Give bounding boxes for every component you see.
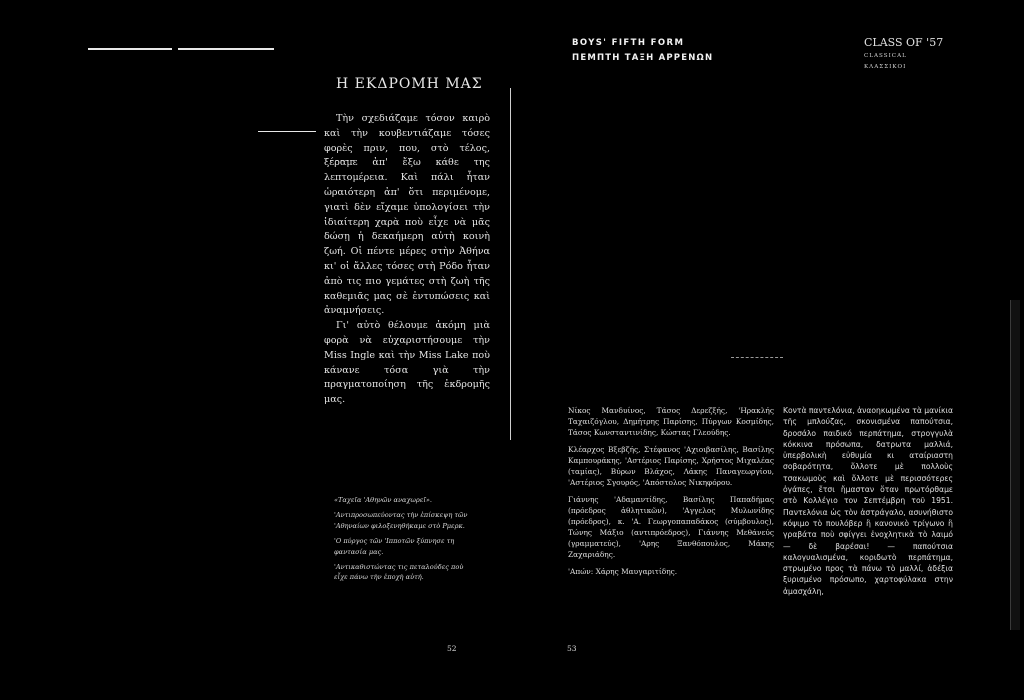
class-sublabel: CLASSICAL (864, 53, 907, 59)
names-paragraph: Γιάννης 'Αδαμαντίδης, Βασίλης Παπαδήμας (πρόεδρος ἀθλητικῶν), 'Αγγελος Μυλωνίδης (πρόεδρος), κ. 'Α. Γεωργοπαπαδάκος (σύμβουλος), Τώνης Μάξιο (αντιπρόεδρος), Γιάννης Μεθάνεύς (γραμματεύς), 'Αρης Ξανθόπουλος, Μάκης Ζαχαριάδης. (568, 495, 774, 559)
names-paragraph: Κλέαρχος Βξεβζής, Στέφανος 'Αχιοιβασίλης, Βασίλης Καμπουράκης, 'Αστέριος Παρίσης, Χρήστος Μιχαλέας (ταμίας), Βύρων Βλάχος, Λάκης Παναγεωργίου, 'Αστέριος Σγουρός, 'Απόστολος Νικηφόρου. (568, 445, 774, 487)
decorative-rule (178, 48, 274, 50)
student-names (568, 405, 774, 583)
caption: «Ταχεῖα 'Αθηνῶν αναχωρεῖ». (334, 496, 432, 504)
description-text: Κοντὰ παντελόνια, ἀναοηκωμένα τὰ μανίκια τῆς μπλούζας, σκονισμένα παπούτσια, δροσάλο παιδικό περπάτημα, στρογγυλὰ κόκκινα πρόσωπα, δατρωτα μαλλιά, ὑπερβολικὴ εὐθυμία κι αταίριαστη σοβαρότητα, ὅλλοτε μὲ πολλοὺς τσακωμοὺς καὶ ὅλλοτε μὲ περισσότερες ὀγάπες, ἔτσι ἤμασταν ὅταν πρωτόρθαμε στὸ Κολλέγιο τον Σεπτέμβρη τοῦ 1951. Παντελόνια ὡς τὸν ἀστράγαλο, ασυνήθιστο κόψιμο τὸ πουλόβερ ἢ κανονικὸ τρίγωνο ἢ γραβάτα ποὺ σφίγγει ἐνοχλητικὰ τὸ λαιμό — δὲ βαρέσαι! — παπούτσια καλογυαλισμένα, κοριδωτὸ περπάτημα, στρωμένο προς τὰ πάνω τὸ μαλλί, ἀδέξια ξυρισμένο πρόσωπο, χαρτοφύλακα στην ἀμασχάλη, (783, 406, 953, 596)
caption: 'Ο πύργος τῶν 'Ιπποτῶν ξύπνησε τη φαντασία μας. (334, 537, 455, 556)
page-number: 52 (447, 644, 457, 653)
names-paragraph: Νίκος Μανδυίνος, Τάσος Δερεζξής, 'Ηρακλής Ταχαιζόγλου, Δημήτρης Παρίσης, Πύργων Κοσμίδης, Τάσος Κωνσταντινίδης, Κώστας Γλεούδης. (568, 406, 774, 437)
decorative-rule (258, 131, 316, 132)
caption: 'Αντιπροσωπεύοντας τὴν ἐπίσκεψη τῶν 'Αθηναίων φιλοξενηθήκαμε στὸ Ρμερκ. (334, 511, 468, 530)
class-sublabel: ΚΛΑΣΣΙΚΟΙ (864, 64, 907, 70)
class-label: CLASS OF '57 (864, 36, 944, 49)
article-body (324, 112, 490, 408)
page-number: 53 (567, 644, 577, 653)
section-header-en: BOYS' FIFTH FORM (572, 38, 685, 48)
page-edge (1010, 300, 1020, 630)
article-paragraph: Γι' αὐτὸ θέλουμε ἀκόμη μιὰ φορὰ νὰ εὐχαριστήσουμε τὴν Miss Ingle καὶ τὴν Miss Lake ποὺ κάνανε τόσα γιὰ τὴν πραγματοποίηση τῆς ἐκδρομῆς μας. (324, 320, 490, 406)
article-paragraph: Τὴν σχεδιάζαμε τόσον καιρὸ καὶ τὴν κουβεντιάζαμε τόσες φορὲς πριν, που, στὸ τέλος, ξέραμε ἀπ' ἔξω κάθε της λεπτομέρεια. Καὶ πάλι ἦταν ὡραιότερη ἀπ' ὅτι περιμένομε, γιατὶ δὲν εἴχαμε ὑπολογίσει τὴν ἰδιαίτερη χαρὰ ποὺ εἶχε νὰ μᾶς δώσῃ ἡ δεκαήμερη αὐτὴ κοινὴ ζωή. Οἱ πέντε μέρες στὴν Ἀθήνα κι' οἱ ἄλλες τόσες στὴ Ρόδο ἦταν ἀπὸ τις πιο γεμάτες στὴ ζωὴ τῆς καθεμιᾶς μας σὲ ἐντυπώσεις καὶ ἀναμνήσεις. (324, 113, 490, 317)
section-header-gr: ΠΕΜΠΤΗ ΤΑΞΗ ΑΡΡΕΝΩΝ (572, 53, 714, 63)
decorative-rule (88, 48, 172, 50)
class-description (783, 405, 953, 597)
names-paragraph: 'Απών: Χάρης Μαυγαριτίδης. (568, 567, 678, 576)
photo-captions (334, 495, 474, 588)
caption: 'Αντικαθιστώντας τις πεταλούδες ποὺ εἶχε πάνω τὴν ἐποχὴ αὐτή. (334, 563, 464, 582)
decorative-rule (731, 357, 783, 359)
article-title: Η ΕΚΔΡΟΜΗ ΜΑΣ (336, 76, 483, 92)
page-gutter (510, 88, 511, 440)
